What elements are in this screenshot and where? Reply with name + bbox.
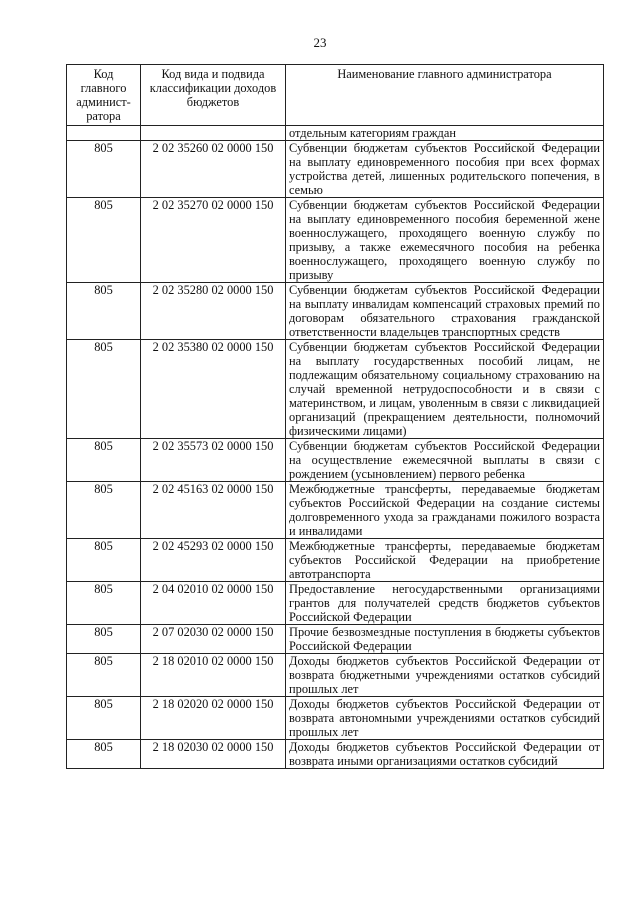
page-number: 23: [313, 35, 327, 50]
cell-admin-code: 805: [67, 582, 141, 625]
cell-classification-code: 2 02 35260 02 0000 150: [141, 141, 286, 198]
table-row: [67, 141, 604, 198]
cell-classification-code: 2 18 02020 02 0000 150: [141, 697, 286, 740]
cell-admin-code: 805: [67, 740, 141, 769]
cell-admin-code: 805: [67, 539, 141, 582]
cell-admin-code: 805: [67, 141, 141, 198]
table-row: [67, 697, 604, 740]
cell-admin-code: 805: [67, 283, 141, 340]
header-admin-name: Наименование главного администратора: [286, 65, 604, 126]
cell-admin-code: 805: [67, 340, 141, 439]
cell-admin-code: 805: [67, 654, 141, 697]
cell-admin-name: Межбюджетные трансферты, передаваемые бюджетам субъектов Российской Федерации на создание системы долговременного ухода за гражданами пожилого возраста и инвалидами: [286, 482, 604, 539]
cell-admin-name: Субвенции бюджетам субъектов Российской Федерации на выплату государственных пособий лицам, не подлежащим обязательному социальному страхованию на случай временной нетрудоспособности и в связи с материнством, и лицам, уволенным в связи с ликвидацией организаций (прекращением деятельности, полномочий физическими лицами): [286, 340, 604, 439]
table-row: [67, 198, 604, 283]
cell-classification-code: 2 02 35270 02 0000 150: [141, 198, 286, 283]
table-row: [67, 539, 604, 582]
cell-admin-code: 805: [67, 482, 141, 539]
cell-classification-code: [141, 126, 286, 141]
cell-admin-name: Доходы бюджетов субъектов Российской Федерации от возврата иными организациями остатков субсидий: [286, 740, 604, 769]
cell-classification-code: 2 18 02030 02 0000 150: [141, 740, 286, 769]
table-row: [67, 625, 604, 654]
cell-classification-code: 2 04 02010 02 0000 150: [141, 582, 286, 625]
cell-admin-code: 805: [67, 697, 141, 740]
table-header-row: [67, 65, 604, 126]
cell-admin-name: Межбюджетные трансферты, передаваемые бюджетам субъектов Российской Федерации на приобретение автотранспорта: [286, 539, 604, 582]
table-row: [67, 126, 604, 141]
cell-admin-name: Доходы бюджетов субъектов Российской Федерации от возврата автономными учреждениями остатков субсидий прошлых лет: [286, 697, 604, 740]
cell-classification-code: 2 02 35280 02 0000 150: [141, 283, 286, 340]
cell-admin-name: Субвенции бюджетам субъектов Российской Федерации на выплату инвалидам компенсаций страховых премий по договорам обязательного страхования гражданской ответственности владельцев транспортных средств: [286, 283, 604, 340]
cell-classification-code: 2 07 02030 02 0000 150: [141, 625, 286, 654]
cell-admin-code: 805: [67, 625, 141, 654]
table-row: [67, 340, 604, 439]
cell-classification-code: 2 18 02010 02 0000 150: [141, 654, 286, 697]
table-body: [67, 126, 604, 769]
cell-admin-code: 805: [67, 439, 141, 482]
revenue-administrators-table: [66, 64, 604, 769]
cell-admin-code: [67, 126, 141, 141]
cell-admin-name: Предоставление негосударственными организациями грантов для получателей средств бюджетов субъектов Российской Федерации: [286, 582, 604, 625]
cell-admin-code: 805: [67, 198, 141, 283]
table-row: [67, 482, 604, 539]
cell-admin-name: отдельным категориям граждан: [286, 126, 604, 141]
cell-classification-code: 2 02 35380 02 0000 150: [141, 340, 286, 439]
cell-admin-name: Субвенции бюджетам субъектов Российской Федерации на выплату единовременного пособия беременной жене военнослужащего, проходящего военную службу по призыву, а также ежемесячного пособия на ребенка военнослужащего, проходящего военную службу по призыву: [286, 198, 604, 283]
cell-classification-code: 2 02 45163 02 0000 150: [141, 482, 286, 539]
table-row: [67, 740, 604, 769]
cell-admin-name: Прочие безвозмездные поступления в бюджеты субъектов Российской Федерации: [286, 625, 604, 654]
header-admin-code: Код главного админист-ратора: [67, 65, 141, 126]
cell-admin-name: Доходы бюджетов субъектов Российской Федерации от возврата бюджетными учреждениями остатков субсидий прошлых лет: [286, 654, 604, 697]
table-row: [67, 283, 604, 340]
table-row: [67, 654, 604, 697]
table-row: [67, 582, 604, 625]
cell-admin-name: Субвенции бюджетам субъектов Российской Федерации на выплату единовременного пособия при всех формах устройства детей, лишенных родительского попечения, в семью: [286, 141, 604, 198]
cell-classification-code: 2 02 35573 02 0000 150: [141, 439, 286, 482]
table-row: [67, 439, 604, 482]
cell-classification-code: 2 02 45293 02 0000 150: [141, 539, 286, 582]
header-classification-code: Код вида и подвида классификации доходов бюджетов: [141, 65, 286, 126]
cell-admin-name: Субвенции бюджетам субъектов Российской Федерации на осуществление ежемесячной выплаты в связи с рождением (усыновлением) первого ребенка: [286, 439, 604, 482]
